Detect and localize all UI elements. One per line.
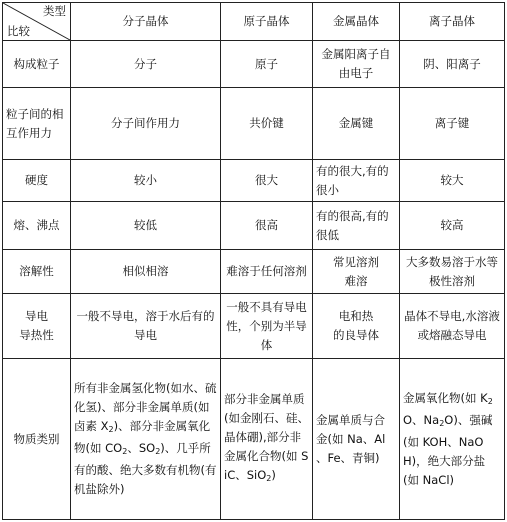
text-part: 所有非金属氢化物(如水、硫化氢)、部分非金属单质(如卤素 X <box>74 381 217 433</box>
row-label-line2: 导热性 <box>19 328 54 342</box>
column-header-metallic: 金属晶体 <box>313 3 400 41</box>
cell-ionic: 较高 <box>400 202 505 250</box>
cell-metallic: 金属阳离子自由电子 <box>313 41 400 88</box>
cell-metallic <box>313 294 400 359</box>
text-part: 部分非金属单质(如金刚石、硅、晶体硼),部分非金属化合物(如 SiC、SiO <box>224 392 309 482</box>
cell-metallic: 金属单质与合金(如 Na、Al 、Fe、青铜) <box>313 359 400 520</box>
cell-ionic: 离子键 <box>400 88 505 160</box>
cell-atomic: 原子 <box>221 41 313 88</box>
text-part: 金属氧化物(如 K <box>403 390 488 405</box>
subscript: 2 <box>439 418 445 428</box>
corner-label-type: 类型 <box>43 4 66 18</box>
table-row-melting <box>3 202 505 250</box>
column-header-atomic: 原子晶体 <box>221 3 313 41</box>
row-label: 溶解性 <box>3 250 71 294</box>
cell-atomic <box>221 359 313 520</box>
cell-metallic: 有的很大,有的很小 <box>313 160 400 202</box>
table-row-interaction <box>3 88 505 160</box>
cell-metallic-line1: 常见溶剂 <box>333 254 379 269</box>
cell-ionic: 阴、阳离子 <box>400 41 505 88</box>
row-label <box>3 294 71 359</box>
cell-metallic-line1: 电和热 <box>338 309 374 323</box>
table-row-hardness <box>3 160 505 202</box>
cell-molecular: 一般不导电，溶于水后有的导电 <box>71 294 221 359</box>
row-label-line1: 导电 <box>25 309 48 323</box>
table-row-conductivity <box>3 294 505 359</box>
corner-label-compare: 比较 <box>7 24 30 38</box>
cell-metallic-line2: 难溶 <box>344 273 368 288</box>
subscript: 2 <box>108 425 114 434</box>
text-part: )、部分非金属氧化物(如 CO <box>74 419 211 455</box>
cell-metallic <box>313 250 400 294</box>
subscript: 2 <box>487 396 493 406</box>
crystal-comparison-table <box>2 2 505 520</box>
cell-ionic: 大多数易溶于水等极性溶剂 <box>400 250 505 294</box>
cell-molecular: 分子间作用力 <box>71 88 221 160</box>
table-row-solubility <box>3 250 505 294</box>
cell-metallic: 有的很高,有的很低 <box>313 202 400 250</box>
column-header-ionic: 离子晶体 <box>400 3 505 41</box>
cell-atomic: 很大 <box>221 160 313 202</box>
column-header-molecular: 分子晶体 <box>71 3 221 41</box>
cell-atomic: 共价键 <box>221 88 313 160</box>
cell-molecular: 分子 <box>71 41 221 88</box>
cell-atomic: 难溶于任何溶剂 <box>221 250 313 294</box>
text-part: O)、强碱(如 KOH、NaOH)，绝大部分盐(如 NaCl) <box>403 412 493 487</box>
cell-molecular: 较小 <box>71 160 221 202</box>
subscript: 2 <box>266 474 272 483</box>
header-corner-cell <box>3 3 71 41</box>
row-label: 构成粒子 <box>3 41 71 88</box>
cell-atomic: 很高 <box>221 202 313 250</box>
cell-molecular: 较低 <box>71 202 221 250</box>
table-header-row <box>3 3 505 41</box>
row-label: 硬度 <box>3 160 71 202</box>
cell-ionic: 晶体不导电,水溶液或熔融态导电 <box>400 294 505 359</box>
cell-atomic: 一般不具有导电性，个别为半导体 <box>221 294 313 359</box>
cell-ionic: 较大 <box>400 160 505 202</box>
row-label: 粒子间的相互作用力 <box>3 88 71 160</box>
row-label: 物质类别 <box>3 359 71 520</box>
cell-molecular: 相似相溶 <box>71 250 221 294</box>
subscript: 2 <box>155 447 161 456</box>
subscript: 2 <box>122 447 128 456</box>
table-row-examples <box>3 359 505 520</box>
cell-molecular <box>71 359 221 520</box>
cell-ionic <box>400 359 505 520</box>
text-part: ) <box>271 468 276 482</box>
table-row-particles <box>3 41 505 88</box>
cell-metallic-line2: 的良导体 <box>333 328 379 342</box>
text-part: )、几乎所有的酸、绝大多数有机物(有机盐除外) <box>74 441 217 496</box>
text-part: 、SO <box>127 441 156 455</box>
row-label: 熔、沸点 <box>3 202 71 250</box>
cell-metallic: 金属键 <box>313 88 400 160</box>
text-part: O、Na <box>403 412 440 427</box>
